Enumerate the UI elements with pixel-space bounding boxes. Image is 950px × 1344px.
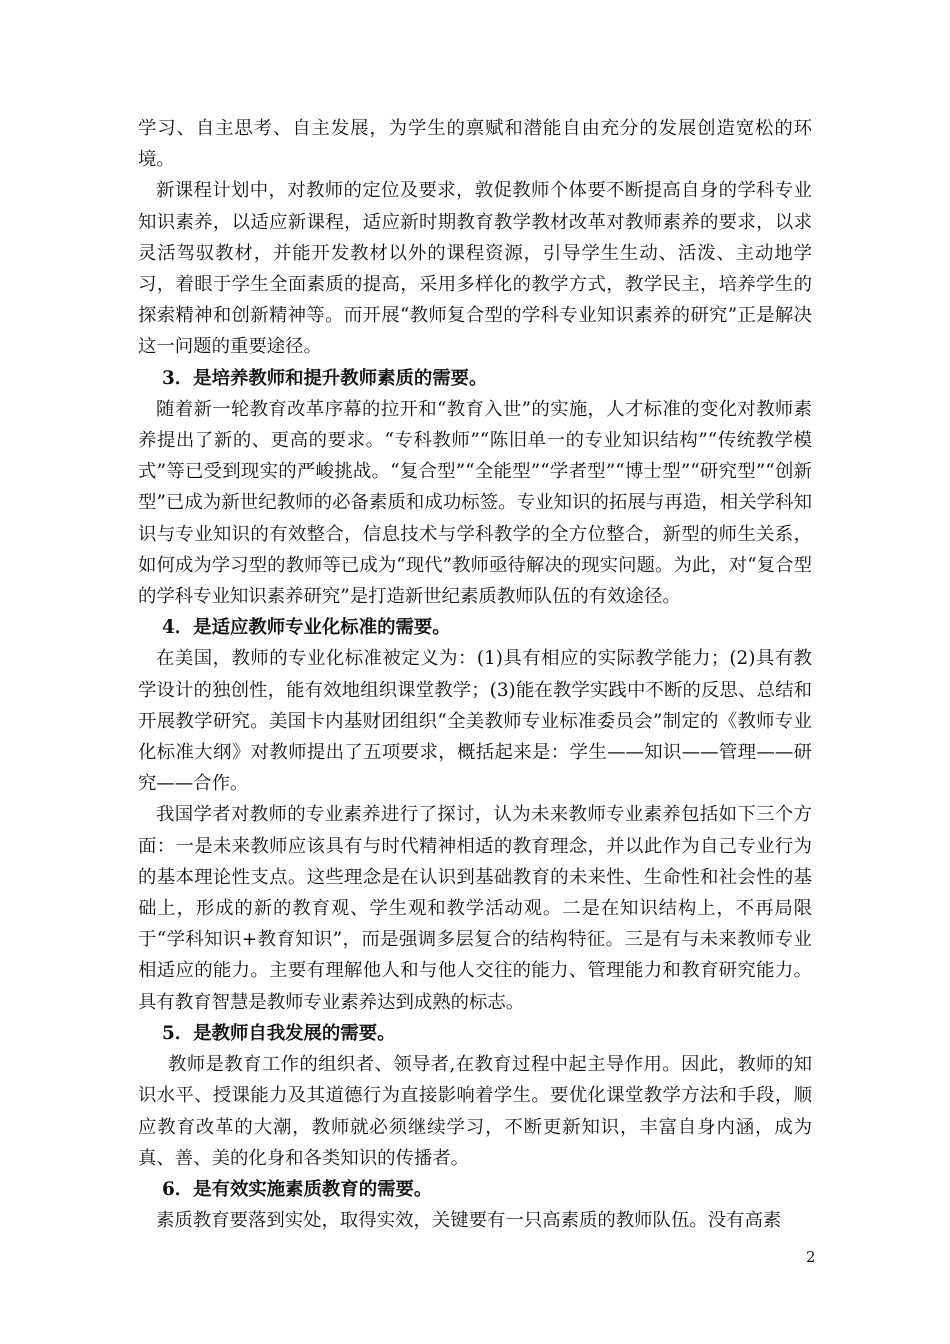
paragraph-continuation: 学习、自主思考、自主发展，为学生的禀赋和潜能自由充分的发展创造宽松的环境。: [138, 118, 812, 171]
paragraph-quality-education: 素质教育要落到实处，取得实效，关键要有一只高素质的教师队伍。没有高素: [156, 1210, 782, 1232]
paragraph-domestic-scholars: 我国学者对教师的专业素养进行了探讨，认为未来教师专业素养包括如下三个方面：一是未来教师应该具有与时代精神相适的教育理念，并以此作为自己专业行为的基本理论性支点。这些理念是在认识到基础教育的未来性、生命性和社会性的基础上，形成的新的教育观、学生观和教学活动观。二是在知识结构上，不再局限于“学科知识+教育知识”，而是强调多层复合的结构特征。三是有与未来教师专业相适应的能力。主要有理解他人和与他人交往的能力、管理能力和教育研究能力。具有教育智慧是教师专业素养达到成熟的标志。: [138, 804, 812, 1013]
page-number: 2: [806, 1248, 816, 1266]
paragraph-self-development: 教师是教育工作的组织者、领导者,在教育过程中起主导作用。因此，教师的知识水平、授课能力及其道德行为直接影响着学生。要优化课堂教学方法和手段，顺应教育改革的大潮，教师就必须继续学习，不断更新知识，丰富自身内涵，成为真、善、美的化身和各类知识的传播者。: [138, 1054, 812, 1169]
section-heading-6: 6．是有效实施素质教育的需要。: [162, 1178, 433, 1200]
section-heading-3: 3．是培养教师和提升教师素质的需要。: [162, 367, 488, 389]
paragraph-teacher-quality: 随着新一轮教育改革序幕的拉开和“教育入世”的实施，人才标准的变化对教师素养提出了新的、更高的要求。“专科教师”“陈旧单一的专业知识结构”“传统教学模式”等已受到现实的严峻挑战。“复合型”“全能型”“学者型”“博士型”“研究型”“创新型”已成为新世纪教师的必备素质和成功标签。专业知识的拓展与再造，相关学科知识与专业知识的有效整合，信息技术与学科教学的全方位整合，新型的师生关系，如何成为学习型的教师等已成为“现代”教师亟待解决的现实问题。为此，对“复合型的学科专业知识素养研究”是打造新世纪素质教师队伍的有效途径。: [138, 398, 812, 608]
paragraph-new-curriculum: 新课程计划中，对教师的定位及要求，敦促教师个体要不断提高自身的学科专业知识素养，以适应新课程，适应新时期教育教学教材改革对教师素养的要求，以求灵活驾驭教材，并能开发教材以外的课程资源，引导学生生动、活泼、主动地学习，着眼于学生全面素质的提高，采用多样化的教学方式，教学民主，培养学生的探索精神和创新精神等。而开展“教师复合型的学科专业知识素养的研究”正是解决这一问题的重要途径。: [138, 180, 812, 358]
section-heading-4: 4．是适应教师专业化标准的需要。: [162, 617, 451, 639]
section-heading-5: 5．是教师自我发展的需要。: [162, 1022, 396, 1044]
document-body: [138, 113, 812, 1236]
paragraph-us-standards: 在美国，教师的专业化标准被定义为：(1)具有相应的实际教学能力；(2)具有教学设计的独创性，能有效地组织课堂教学；(3)能在教学实践中不断的反思、总结和开展教学研究。美国卡内基财团组织“全美教师专业标准委员会”制定的《教师专业化标准大纲》对教师提出了五项要求，概括起来是：学生——知识——管理——研究——合作。: [138, 648, 812, 795]
